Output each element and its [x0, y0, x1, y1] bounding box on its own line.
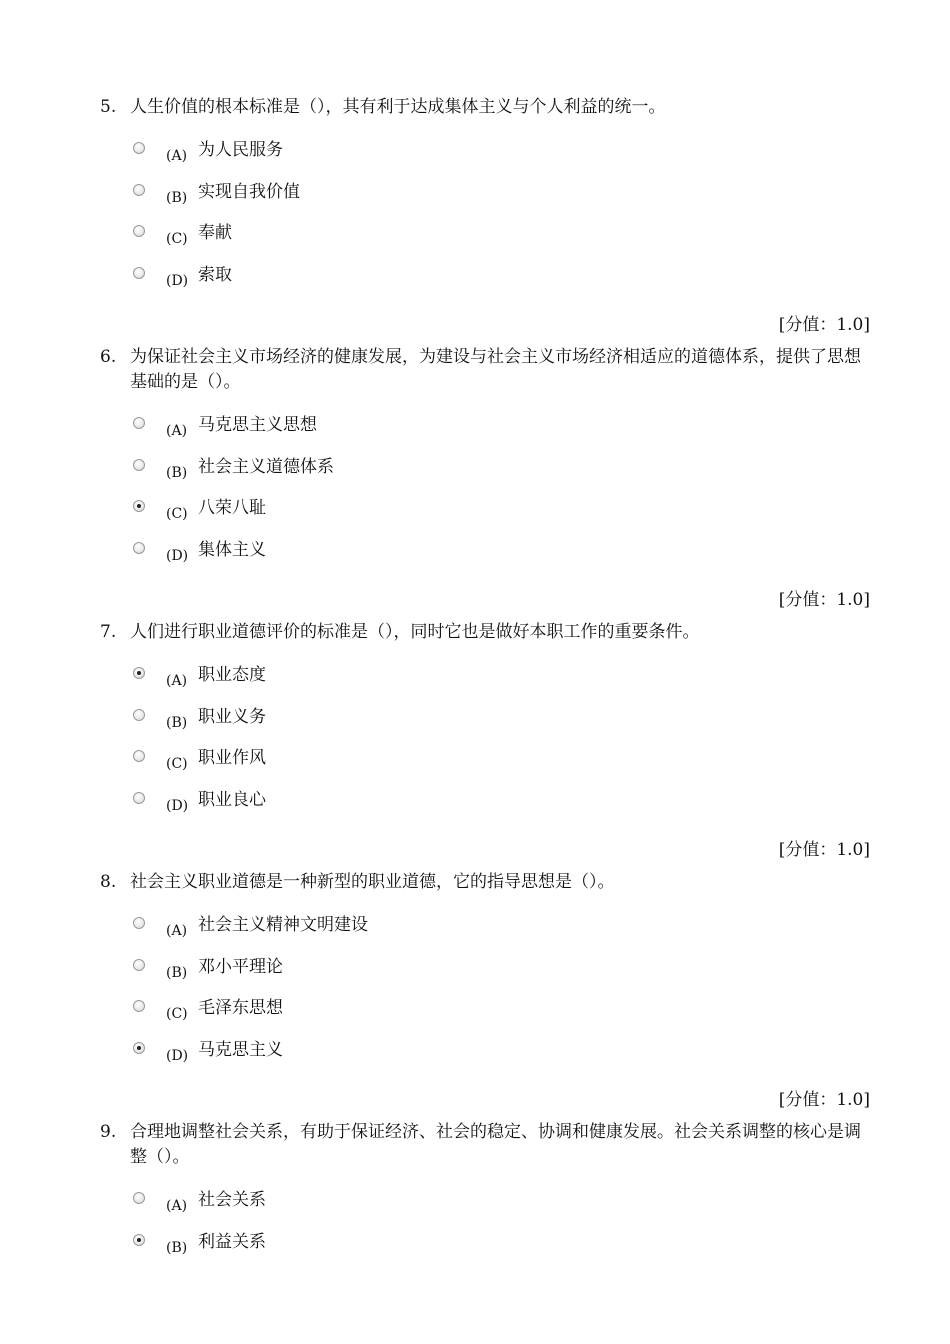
option-label: 利益关系: [198, 1231, 266, 1252]
radio-button[interactable]: [133, 959, 145, 971]
question-number: 6.: [100, 347, 117, 367]
option-c[interactable]: [100, 500, 870, 542]
option-label: 集体主义: [198, 539, 266, 560]
option-letter: (C): [166, 231, 188, 247]
option-list: [100, 1192, 870, 1275]
option-d[interactable]: [100, 539, 870, 584]
radio-button[interactable]: [133, 459, 145, 471]
option-a[interactable]: [100, 667, 870, 709]
option-label: 社会主义道德体系: [198, 456, 334, 477]
option-label: 索取: [198, 264, 232, 285]
score-label: [分值：1.0]: [778, 315, 870, 335]
option-list: [100, 142, 870, 308]
question-9: [100, 1120, 870, 1275]
option-letter: (A): [166, 1198, 188, 1214]
question-text: [100, 870, 870, 895]
radio-button[interactable]: [133, 267, 145, 279]
question-number: 8.: [100, 872, 117, 892]
option-b[interactable]: [100, 1231, 870, 1276]
radio-button[interactable]: [133, 184, 145, 196]
option-label: 八荣八耻: [198, 498, 266, 518]
option-a[interactable]: [100, 917, 870, 959]
option-d[interactable]: [100, 1039, 870, 1084]
question-number: 7.: [100, 622, 117, 642]
option-label: 职业态度: [198, 665, 266, 685]
question-8: [100, 870, 870, 1083]
option-letter: (D): [166, 272, 189, 289]
option-b[interactable]: [100, 706, 870, 751]
option-label: 职业作风: [198, 748, 266, 768]
question-text: [100, 1120, 870, 1170]
question-text: [100, 95, 870, 120]
option-c[interactable]: [100, 225, 870, 267]
option-letter: (B): [166, 464, 188, 481]
option-letter: (D): [166, 1047, 189, 1064]
option-c[interactable]: [100, 1000, 870, 1042]
option-list: [100, 667, 870, 833]
radio-button[interactable]: [133, 542, 145, 554]
radio-button-selected[interactable]: [133, 500, 145, 512]
option-letter: (A): [166, 673, 188, 689]
question-stem: 人生价值的根本标准是（），其有利于达成集体主义与个人利益的统一。: [130, 97, 666, 117]
option-label: 社会关系: [198, 1190, 266, 1210]
option-b[interactable]: [100, 456, 870, 501]
question-stem: 为保证社会主义市场经济的健康发展，为建设与社会主义市场经济相适应的道德体系，提供了思想基础的是（）。: [130, 347, 861, 392]
radio-button[interactable]: [133, 750, 145, 762]
option-label: 马克思主义: [198, 1039, 283, 1060]
question-number: 9.: [100, 1122, 117, 1142]
radio-button-selected[interactable]: [133, 667, 145, 679]
option-label: 邓小平理论: [198, 956, 283, 977]
option-label: 职业良心: [198, 789, 266, 810]
option-label: 马克思主义思想: [198, 415, 317, 435]
option-letter: (C): [166, 506, 188, 522]
option-list: [100, 417, 870, 583]
radio-button[interactable]: [133, 142, 145, 154]
option-label: 毛泽东思想: [198, 998, 283, 1018]
question-5: [100, 95, 870, 308]
option-letter: (A): [166, 148, 188, 164]
option-d[interactable]: [100, 264, 870, 309]
question-stem: 人们进行职业道德评价的标准是（），同时它也是做好本职工作的重要条件。: [130, 622, 700, 642]
option-letter: (C): [166, 1006, 188, 1022]
option-letter: (D): [166, 797, 189, 814]
option-letter: (B): [166, 714, 188, 731]
score-label: [分值：1.0]: [778, 1090, 870, 1110]
question-stem: 社会主义职业道德是一种新型的职业道德，它的指导思想是（）。: [130, 872, 615, 892]
option-letter: (D): [166, 547, 189, 564]
option-label: 社会主义精神文明建设: [198, 915, 368, 935]
option-a[interactable]: [100, 142, 870, 184]
option-letter: (A): [166, 423, 188, 439]
question-text: [100, 345, 870, 395]
radio-button[interactable]: [133, 1000, 145, 1012]
question-number: 5.: [100, 97, 117, 117]
option-a[interactable]: [100, 417, 870, 459]
option-d[interactable]: [100, 789, 870, 834]
question-stem: 合理地调整社会关系，有助于保证经济、社会的稳定、协调和健康发展。社会关系调整的核心是调整（）。: [130, 1122, 861, 1167]
radio-button-selected[interactable]: [133, 1234, 145, 1246]
option-letter: (B): [166, 1239, 188, 1256]
radio-button[interactable]: [133, 709, 145, 721]
question-7: [100, 620, 870, 833]
radio-button[interactable]: [133, 417, 145, 429]
option-b[interactable]: [100, 181, 870, 226]
score-label: [分值：1.0]: [778, 590, 870, 610]
option-list: [100, 917, 870, 1083]
radio-button[interactable]: [133, 225, 145, 237]
question-text: [100, 620, 870, 645]
radio-button[interactable]: [133, 1192, 145, 1204]
radio-button-selected[interactable]: [133, 1042, 145, 1054]
option-a[interactable]: [100, 1192, 870, 1234]
radio-button[interactable]: [133, 917, 145, 929]
option-label: 奉献: [198, 223, 232, 243]
question-6: [100, 345, 870, 583]
option-label: 职业义务: [198, 706, 266, 727]
option-label: 实现自我价值: [198, 181, 300, 202]
option-b[interactable]: [100, 956, 870, 1001]
option-label: 为人民服务: [198, 140, 283, 160]
option-letter: (B): [166, 189, 188, 206]
option-letter: (C): [166, 756, 188, 772]
option-letter: (B): [166, 964, 188, 981]
option-c[interactable]: [100, 750, 870, 792]
radio-button[interactable]: [133, 792, 145, 804]
option-letter: (A): [166, 923, 188, 939]
score-label: [分值：1.0]: [778, 840, 870, 860]
